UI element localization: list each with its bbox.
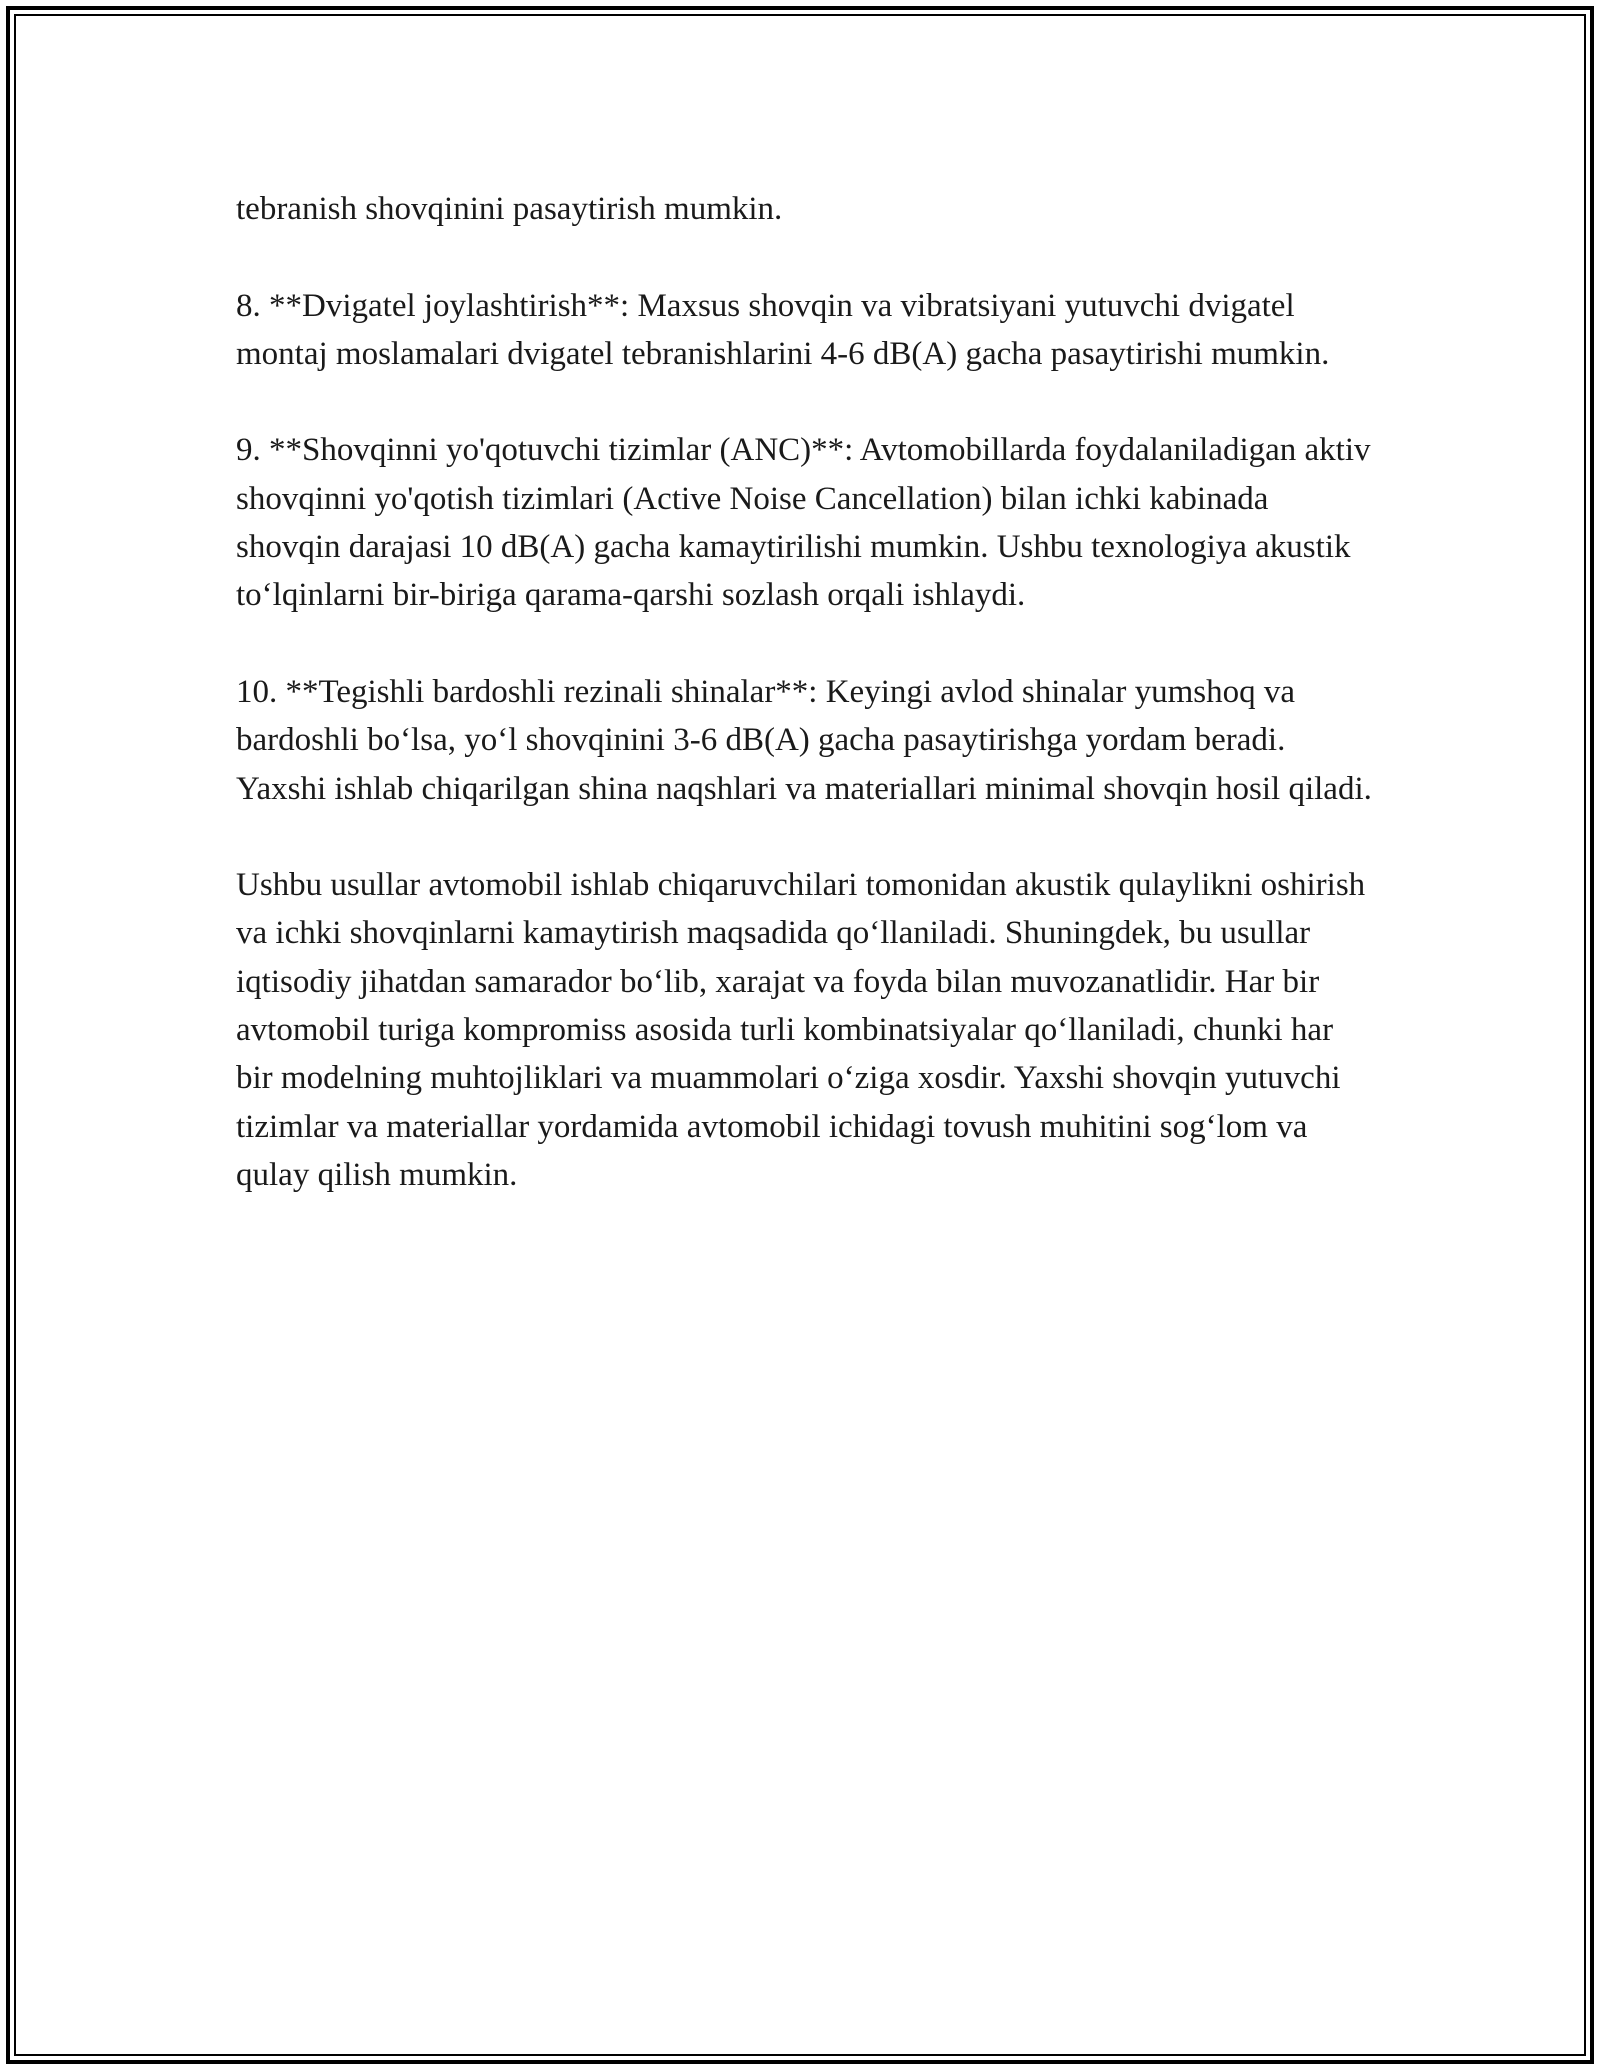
- paragraph-continuation: tebranish shovqinini pasaytirish mumkin.: [236, 191, 783, 227]
- paragraph-item-8: 8. **Dvigatel joylashtirish**: Maxsus shovqin va vibratsiyani yutuvchi dvigatel montaj moslamalari dvigatel tebranishlarini 4-6 dB(A) gacha pasaytirishi mumkin.: [236, 287, 1330, 372]
- paragraph-item-9: 9. **Shovqinni yo'qotuvchi tizimlar (ANC)**: Avtomobillarda foydalaniladigan aktiv shovqinni yo'qotish tizimlari (Active Noise Cancellation) bilan ichki kabinada shovqin darajasi 10 dB(A) gacha kamaytirilishi mumkin. Ushbu texnologiya akustik to‘lqinlarni bir-biriga qarama-qarshi sozlash orqali ishlaydi.: [236, 432, 1371, 614]
- paragraph-conclusion: Ushbu usullar avtomobil ishlab chiqaruvchilari tomonidan akustik qulaylikni oshirish va ichki shovqinlarni kamaytirish maqsadida qo‘llaniladi. Shuningdek, bu usullar iqtisodiy jihatdan samarador bo‘lib, xarajat va foyda bilan muvozanatlidir. Har bir avtomobil turiga kompromiss asosida turli kombinatsiyalar qo‘llaniladi, chunki har bir modelning muhtojliklari va muammolari o‘ziga xosdir. Yaxshi shovqin yutuvchi tizimlar va materiallar yordamida avtomobil ichidagi tovush muhitini sog‘lom va qulay qilish mumkin.: [236, 867, 1366, 1193]
- page-body: [236, 185, 1376, 1199]
- paragraph-item-10: 10. **Tegishli bardoshli rezinali shinalar**: Keyingi avlod shinalar yumshoq va bardoshli bo‘lsa, yo‘l shovqinini 3-6 dB(A) gacha pasaytirishga yordam beradi. Yaxshi ishlab chiqarilgan shina naqshlari va materiallari minimal shovqin hosil qiladi.: [236, 673, 1372, 807]
